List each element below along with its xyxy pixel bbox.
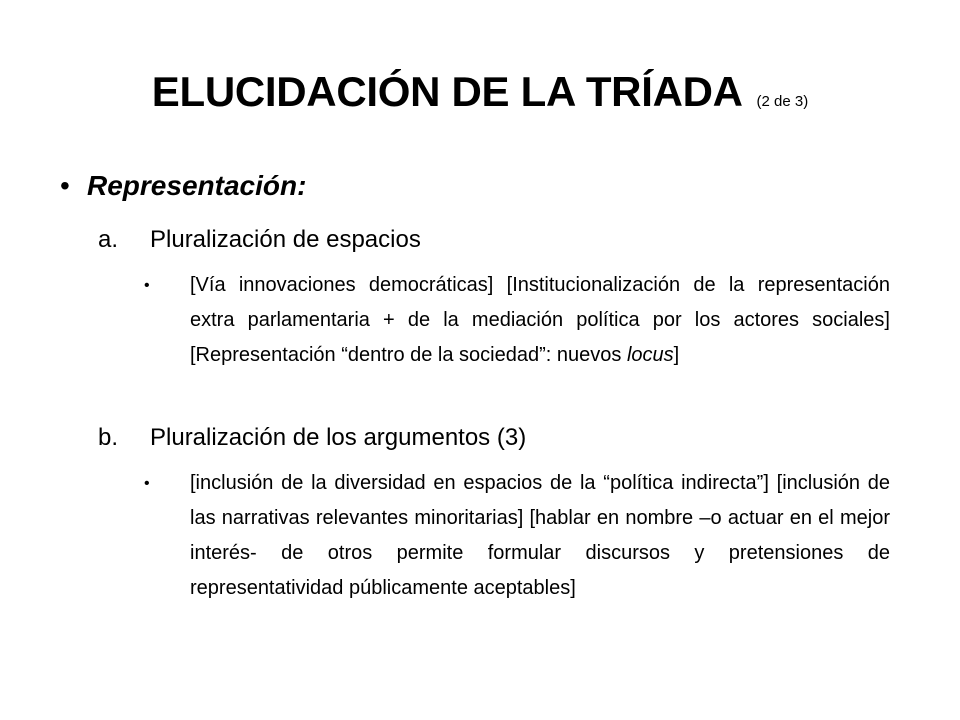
body-text-italic: locus bbox=[626, 344, 674, 366]
slide-title-main: ELUCIDACIÓN DE LA TRÍADA bbox=[151, 68, 742, 115]
subheading-a bbox=[98, 226, 421, 254]
body-item-a bbox=[144, 268, 890, 373]
bullet-icon: • bbox=[144, 277, 150, 294]
body-text bbox=[190, 466, 890, 606]
subheading-label: Pluralización de los argumentos (3) bbox=[150, 424, 527, 451]
bullet-icon: • bbox=[60, 170, 70, 201]
subheading-marker: b. bbox=[98, 424, 119, 451]
slide-title bbox=[0, 68, 960, 116]
subheading-label: Pluralización de espacios bbox=[150, 226, 421, 253]
body-text-part: [Vía innovaciones democráticas] [Institucionalización de la representación extra parlamentaria + de la mediación política por los actores sociales] [Representación “dentro de la sociedad”: nuevos bbox=[190, 274, 890, 366]
body-text bbox=[190, 268, 890, 373]
bullet-icon: • bbox=[144, 475, 150, 492]
subheading-marker: a. bbox=[98, 226, 119, 253]
body-text-part: [inclusión de la diversidad en espacios de la “política indirecta”] [inclusión de las narrativas relevantes minoritarias] [hablar en nombre –o actuar en el mejor interés- de otros permite formular discursos y pretensiones de representatividad públicamente aceptables] bbox=[190, 472, 890, 599]
body-text-part: ] bbox=[673, 344, 680, 366]
heading-item bbox=[60, 170, 307, 202]
slide-title-counter: (2 de 3) bbox=[756, 93, 809, 110]
heading-text: Representación: bbox=[87, 170, 307, 201]
body-item-b bbox=[144, 466, 890, 606]
subheading-b bbox=[98, 424, 526, 452]
